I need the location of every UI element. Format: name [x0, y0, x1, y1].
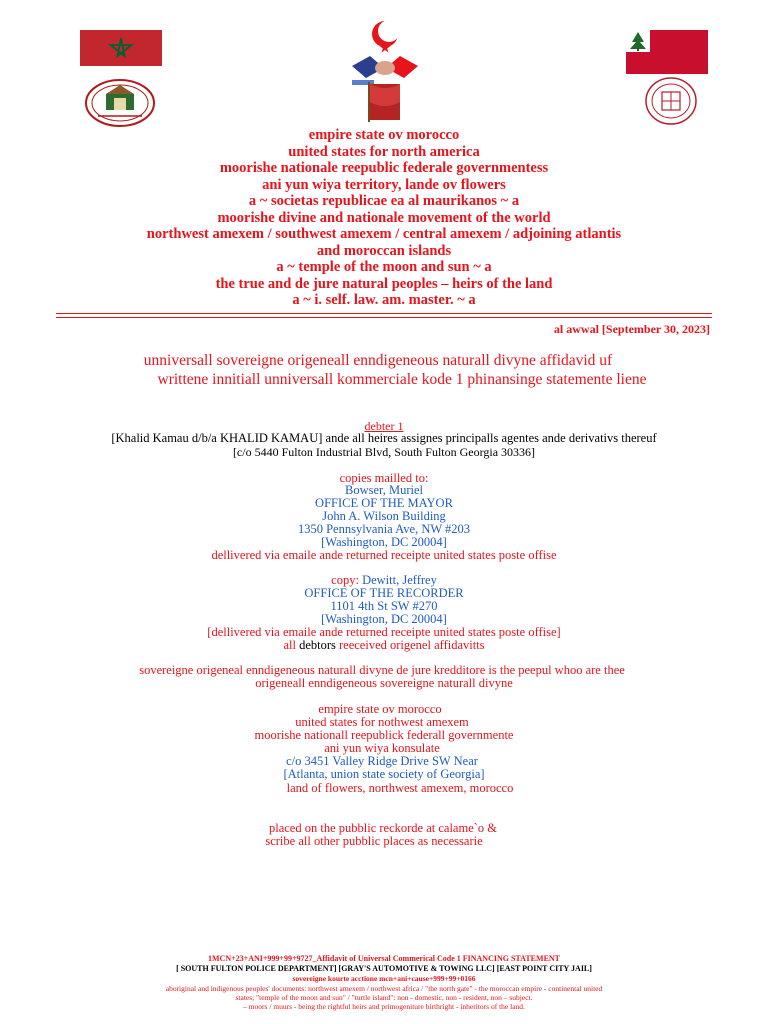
statement-line-1: sovereigne origeneal enndigeneous naturall divyne de jure kredditore is the peepul whoo are thee: [139, 663, 625, 677]
consulate-line-2: united states for nothwest amexem: [295, 715, 469, 729]
header-line-3: moorishe nationale reepublic federale governmentess: [219, 160, 549, 176]
society-seal-icon: [644, 76, 698, 126]
consulate-line-1: empire state ov morocco: [318, 702, 442, 716]
crescent-star-handshake-icon: [346, 18, 424, 124]
footer-line-6: – moors / muurs - being the rightful heirs and primogeniture birthright - inheritors of the land.: [243, 1002, 525, 1011]
recipient-2-office: OFFICE OF THE RECORDER: [304, 586, 464, 600]
recipient-2-city: [Washington, DC 20004]: [321, 612, 447, 626]
header-line-4: ani yun wiya territory, lande ov flowers: [262, 176, 506, 193]
header-line-10: the true and de jure natural peoples – heirs of the land: [215, 275, 553, 292]
footer-line-1: 1MCN+23+ANI+999+99+9727_Affidavit of Universal Commerical Code 1 FINANCING STATEMENT: [207, 954, 561, 963]
header-line-1: empire state ov morocco: [308, 127, 460, 143]
morocco-flag-icon: [80, 30, 162, 66]
date-line: al awwal [September 30, 2023]: [553, 322, 710, 336]
all-debtors-word: debtors: [299, 638, 336, 652]
debtor-name-line: [Khalid Kamau d/b/a KHALID KAMAU] ande all heires assignes principalls agentes ande derivativs thereuf: [111, 431, 657, 445]
document-title-line-1: unniversall sovereigne origeneall enndigeneous naturall divyne affidavid uf: [143, 352, 613, 369]
placement-line-1: placed on the pubblic reckorde at calame`o &: [268, 821, 498, 835]
consulate-line-7: land of flowers, northwest amexem, morocco: [286, 781, 514, 795]
all-debtors-post: reeceived origenel affidavitts: [335, 638, 485, 652]
footer-line-3: sovereigne kourte acctione mcn+ani+cause+999+99+0166: [292, 974, 476, 983]
header-line-9: a ~ temple of the moon and sun ~ a: [276, 259, 492, 275]
new-england-flag-icon: [626, 30, 708, 74]
consulate-line-6: [Atlanta, union state society of Georgia]: [283, 767, 485, 781]
footer-line-5: states; "temple of the moon and sun" / "turtle island": non - domestic, non - resident, non – subject.: [235, 993, 533, 1002]
consulate-line-5: c/o 3451 Valley Ridge Drive SW Near: [286, 754, 478, 768]
recipient-1-delivery: dellivered via emaile ande returned receipte united states poste offise: [211, 548, 557, 562]
debtor-address-line: [c/o 5440 Fulton Industrial Blvd, South Fulton Georgia 30336]: [232, 445, 536, 459]
header-line-11: a ~ i. self. law. am. master. ~ a: [292, 292, 476, 308]
moorish-seal-icon: [84, 78, 156, 128]
header-rule-top: [56, 313, 712, 314]
recipient-2-prefix: copy:: [331, 573, 363, 587]
recipient-2-street: 1101 4th St SW #270: [330, 599, 438, 613]
recipient-1-name: Bowser, Muriel: [345, 483, 423, 497]
recipient-1-office: OFFICE OF THE MAYOR: [315, 496, 453, 510]
header-line-7: northwest amexem / southwest amexem / central amexem / adjoining atlantis: [146, 226, 622, 242]
recipient-2-delivery: [dellivered via emaile ande returned receipte united states poste offise]: [207, 625, 561, 639]
consulate-line-3: moorishe nationall reepublick federall governmente: [254, 728, 514, 742]
footer-line-2: [ SOUTH FULTON POLICE DEPARTMENT] [GRAY'S AUTOMOTIVE & TOWING LLC] [EAST POINT CITY JAIL]: [176, 964, 592, 973]
header-line-6: moorishe divine and nationale movement of the world: [217, 209, 551, 226]
copies-label: copies mailled to:: [339, 471, 429, 485]
recipient-1-city: [Washington, DC 20004]: [321, 535, 447, 549]
header-line-5: a ~ societas republicae ea al maurikanos ~ a: [248, 193, 520, 209]
debtor-label: debter 1: [364, 419, 404, 433]
recipient-1-building: John A. Wilson Building: [322, 509, 446, 523]
document-title-line-2: writtene innitiall unniversall kommerciale kode 1 phinansinge statemente liene: [157, 371, 647, 388]
recipient-2-name: Dewitt, Jeffrey: [362, 573, 437, 587]
header-block: [0, 127, 768, 309]
recipient-1-street: 1350 Pennsylvania Ave, NW #203: [297, 522, 471, 536]
all-debtors-pre: all: [283, 638, 300, 652]
all-debtors-line: [0, 639, 768, 652]
header-rule-bottom: [56, 317, 712, 318]
footer-line-4: aboriginal and indigenous peoples' documents: northwest amexem / northwest africa / "the north gate" - the moroccan empire - continental united: [165, 984, 603, 993]
header-line-8: and moroccan islands: [316, 242, 452, 259]
header-line-2: united states for north america: [288, 143, 480, 160]
consulate-line-4: ani yun wiya konsulate: [324, 741, 440, 755]
statement-line-2: origeneall enndigeneous sovereigne naturall divyne: [255, 676, 513, 690]
placement-line-2: scribe all other pubblic places as necessarie: [265, 834, 483, 848]
